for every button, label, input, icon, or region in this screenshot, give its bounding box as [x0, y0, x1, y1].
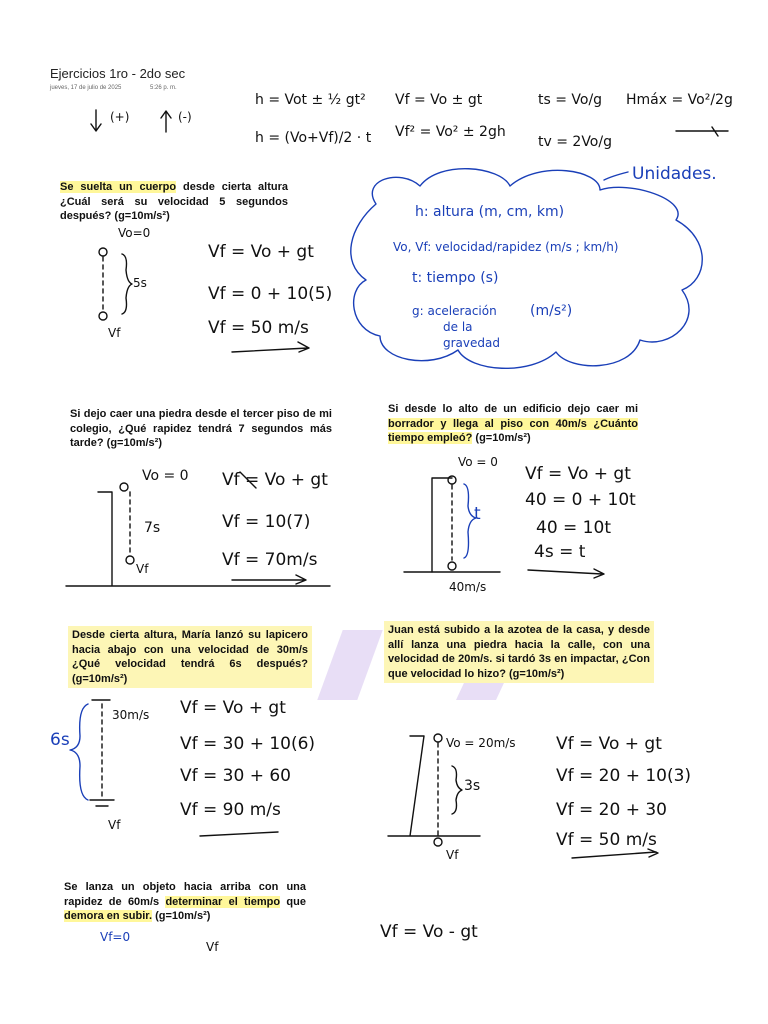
- p5-object-top: [434, 734, 442, 742]
- p5-brace: [452, 766, 462, 814]
- p2-line3: Vf = 70m/s: [222, 550, 318, 570]
- p5-underline-arrow: [572, 849, 658, 858]
- problem-1-highlight: Se suelta un cuerpo: [60, 181, 177, 193]
- p5-line4: Vf = 50 m/s: [556, 830, 657, 850]
- p5-time: 3s: [464, 778, 481, 794]
- p1-object-top: [99, 248, 107, 256]
- p1-time: 5s: [133, 276, 147, 290]
- units-v: Vo, Vf: velocidad/rapidez (m/s ; km/h): [393, 240, 619, 254]
- page-date: jueves, 17 de julio de 2025: [50, 85, 122, 91]
- units-tail: [604, 172, 628, 180]
- formula-tv: tv = 2Vo/g: [538, 134, 612, 150]
- units-h: h: altura (m, cm, km): [415, 204, 565, 220]
- p1-brace: [122, 254, 132, 314]
- p3-line1: Vf = Vo + gt: [525, 464, 631, 484]
- p2-building: [66, 492, 330, 586]
- formula-vf2: Vf² = Vo² ± 2gh: [395, 124, 506, 140]
- problem-3-highlight-a: borrador y llega al piso con 40m/s ¿Cuánto: [388, 417, 638, 430]
- formula-vf1: Vf = Vo ± gt: [395, 92, 483, 108]
- p6-formula: Vf = Vo - gt: [380, 922, 478, 942]
- p4-time: 6s: [50, 730, 70, 750]
- p3-vf: 40m/s: [449, 580, 487, 594]
- p1-line3: Vf = 50 m/s: [208, 318, 309, 338]
- p5-vf: Vf: [446, 848, 459, 862]
- p1-line2: Vf = 0 + 10(5): [208, 284, 333, 304]
- up-convention-label: (-): [178, 110, 192, 124]
- problem-6-text-c: (g=10m/s²): [152, 910, 211, 922]
- arrow-down-icon: [91, 110, 101, 131]
- units-g3: gravedad: [443, 336, 500, 350]
- p5-vo: Vo = 20m/s: [446, 736, 516, 750]
- problem-6-text-a: Se lanza un objeto hacia arriba con una rapidez de 60m/s: [64, 881, 306, 908]
- arrow-up-icon: [161, 111, 171, 132]
- p3-underline-arrow: [528, 569, 604, 578]
- p3-line4: 4s = t: [534, 542, 586, 562]
- p5-object-bottom: [434, 838, 442, 846]
- p3-building: [432, 478, 452, 572]
- page-title: Ejercicios 1ro - 2do sec: [50, 66, 186, 81]
- p4-line2: Vf = 30 + 10(6): [180, 734, 316, 754]
- p3-brace: [464, 484, 476, 558]
- problem-3-highlight-b: tiempo empleó?: [388, 432, 473, 444]
- p2-time: 7s: [144, 520, 161, 536]
- formula-hmax: Hmáx = Vo²/2g: [626, 92, 733, 108]
- p5-line3: Vf = 20 + 30: [556, 800, 667, 820]
- p1-vo: Vo=0: [118, 226, 151, 240]
- p4-underline-arrow: [200, 832, 278, 836]
- p4-line3: Vf = 30 + 60: [180, 766, 291, 786]
- p1-object-bottom: [99, 312, 107, 320]
- problem-6-highlight-b: demora en subir.: [64, 910, 153, 922]
- formula-h1: h = Vot ± ½ gt²: [255, 92, 366, 108]
- units-title: Unidades.: [632, 164, 717, 184]
- problem-3-text-b: (g=10m/s²): [472, 432, 531, 444]
- p3-t-label: t: [474, 504, 481, 524]
- units-g1: g: aceleración: [412, 304, 497, 318]
- p3-line3: 40 = 10t: [536, 518, 611, 538]
- p2-line2: Vf = 10(7): [222, 512, 311, 532]
- p5-line2: Vf = 20 + 10(3): [556, 766, 692, 786]
- formula-ts: ts = Vo/g: [538, 92, 603, 108]
- down-convention-label: (+): [110, 110, 130, 124]
- units-g2: de la: [443, 320, 473, 334]
- p2-underline-arrow: [232, 575, 306, 584]
- problem-1-text: desde cierta altura ¿Cuál será su velocidad 5 segundos después? (g=10m/s²): [60, 181, 288, 222]
- p3-vo: Vo = 0: [458, 455, 498, 469]
- p2-object-top: [120, 483, 128, 491]
- p5-building: [388, 736, 480, 836]
- units-t: t: tiempo (s): [412, 270, 499, 286]
- formula-h2: h = (Vo+Vf)/2 · t: [255, 130, 372, 146]
- p5-line1: Vf = Vo + gt: [556, 734, 662, 754]
- p2-cross: [240, 472, 256, 488]
- p3-line2: 40 = 0 + 10t: [525, 490, 636, 510]
- p4-vo: 30m/s: [112, 708, 150, 722]
- p3-object-top: [448, 476, 456, 484]
- p3-object-bottom: [448, 562, 456, 570]
- p1-underline-arrow: [232, 342, 309, 352]
- problem-3-text-a: Si desde lo alto de un edificio dejo caer mi: [388, 403, 638, 415]
- page-time: 5:26 p. m.: [150, 85, 177, 91]
- p2-vo: Vo = 0: [142, 468, 189, 484]
- problem-2-text: Si dejo caer una piedra desde el tercer piso de mi colegio, ¿Qué rapidez tendrá 7 segundos más tarde? (g=10m/s²): [70, 408, 332, 449]
- p2-line1: Vf = Vo + gt: [222, 470, 328, 490]
- p4-brace: [70, 704, 88, 800]
- p1-vf: Vf: [108, 326, 121, 340]
- p1-line1: Vf = Vo + gt: [208, 242, 314, 262]
- units-g-unit: (m/s²): [530, 303, 573, 319]
- underline-arrow: [676, 127, 728, 136]
- p6-vf0: Vf=0: [100, 930, 131, 944]
- units-cloud: [351, 169, 702, 369]
- p2-vf: Vf: [136, 562, 149, 576]
- p4-line4: Vf = 90 m/s: [180, 800, 281, 820]
- p2-object-bottom: [126, 556, 134, 564]
- p4-line1: Vf = Vo + gt: [180, 698, 286, 718]
- problem-6-highlight-a: determinar el tiempo: [165, 895, 281, 908]
- problem-4-text: Desde cierta altura, María lanzó su lapicero hacia abajo con una velocidad de 30m/s ¿Qué velocidad tendrá 6s después? (g=10m/s²): [72, 629, 308, 685]
- p4-bottom-object: [90, 800, 114, 806]
- problem-6-text-b: que: [280, 895, 306, 908]
- p4-vf: Vf: [108, 818, 121, 832]
- p6-vf-partial: Vf: [206, 940, 219, 954]
- problem-5-text: Juan está subido a la azotea de la casa, y desde allí lanza una piedra hacia la calle, con una velocidad de 20m/s. si tardó 3s en impactar, ¿Con que velocidad lo hizo? (g=10m/s²): [388, 624, 650, 680]
